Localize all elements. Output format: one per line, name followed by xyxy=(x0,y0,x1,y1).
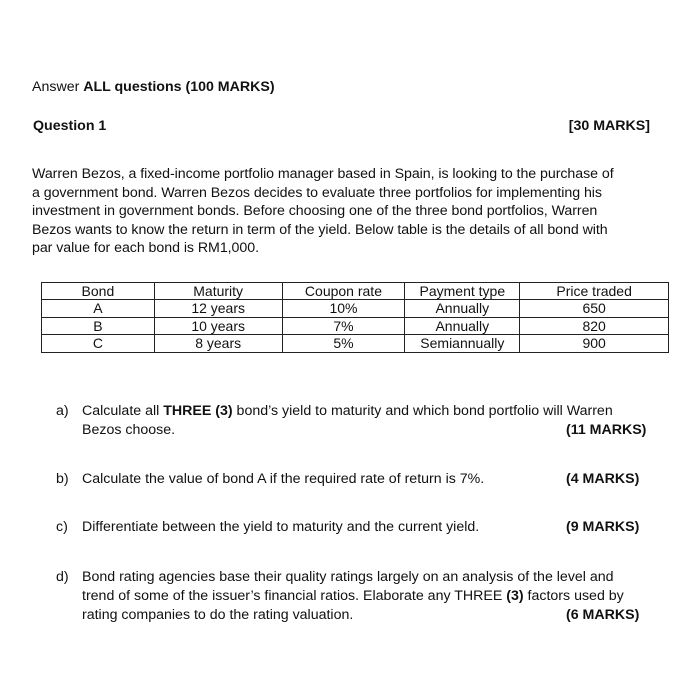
question-a-line1 xyxy=(82,402,613,421)
intro-line: par value for each bond is RM1,000. xyxy=(32,240,259,257)
table-cell: A xyxy=(42,300,155,317)
table-cell: Annually xyxy=(405,300,520,317)
instructions xyxy=(32,78,275,97)
table-cell: 10 years xyxy=(154,317,282,334)
table-cell: 5% xyxy=(282,335,405,352)
intro-line: Warren Bezos, a fixed-income portfolio manager based in Spain, is looking to the purchase of xyxy=(32,166,614,182)
table-cell: 10% xyxy=(282,300,405,317)
table-row xyxy=(42,335,669,352)
question-c xyxy=(56,518,676,538)
question-d-line1: Bond rating agencies base their quality ratings largely on an analysis of the level and xyxy=(82,569,614,585)
instructions-bold: ALL xyxy=(83,79,111,95)
bond-table xyxy=(41,282,669,353)
question-a-line1-bold: THREE (3) xyxy=(163,403,233,419)
intro-line: a government bond. Warren Bezos decides to evaluate three portfolios for implementing his xyxy=(32,184,602,201)
table-cell: 820 xyxy=(520,317,669,334)
header-cell-bond: Bond xyxy=(42,283,155,300)
question-a-line1-prefix: Calculate all xyxy=(82,403,164,419)
table-cell: Semiannually xyxy=(405,335,520,352)
question-marks: [30 MARKS] xyxy=(568,118,650,134)
question-d xyxy=(56,568,676,626)
question-d-marks: (6 MARKS) xyxy=(566,607,640,623)
table-row xyxy=(42,300,669,317)
question-c-text: Differentiate between the yield to maturity and the current yield. xyxy=(82,519,480,535)
table-cell: 8 years xyxy=(154,335,282,352)
question-b-marks: (4 MARKS) xyxy=(566,471,640,487)
question-d-line2-bold: (3) xyxy=(506,588,524,604)
question-d-line2 xyxy=(82,587,624,606)
instructions-suffix: questions (100 MARKS) xyxy=(110,79,275,95)
question-a-label: a) xyxy=(56,403,69,419)
table-header-row xyxy=(42,283,669,300)
table-cell: B xyxy=(42,317,155,334)
table-cell: C xyxy=(42,335,155,352)
question-title: Question 1 xyxy=(33,118,107,134)
question-d-line2-prefix: trend of some of the issuer’s financial ratios. Elaborate any THREE xyxy=(82,588,507,604)
question-c-label: c) xyxy=(56,519,68,535)
instructions-prefix: Answer xyxy=(32,79,84,95)
question-b xyxy=(56,470,676,490)
table-cell: 12 years xyxy=(154,300,282,317)
header-cell-payment-type: Payment type xyxy=(405,283,520,300)
intro-line: investment in government bonds. Before choosing one of the three bond portfolios, Warren xyxy=(32,203,598,220)
intro-line: Bezos wants to know the return in term of the yield. Below table is the details of all bond with xyxy=(32,221,608,238)
question-d-line2-suffix: factors used by xyxy=(523,588,624,604)
intro-paragraph xyxy=(32,165,672,258)
question-a-line2: Bezos choose. xyxy=(82,422,176,438)
table-cell: 900 xyxy=(520,335,669,352)
question-b-label: b) xyxy=(56,471,69,487)
question-d-label: d) xyxy=(56,569,69,585)
table-cell: 7% xyxy=(282,317,405,334)
question-b-text: Calculate the value of bond A if the required rate of return is 7%. xyxy=(82,471,485,487)
table-row xyxy=(42,317,669,334)
table-cell: 650 xyxy=(520,300,669,317)
table-cell: Annually xyxy=(405,317,520,334)
header-cell-maturity: Maturity xyxy=(154,283,282,300)
question-c-marks: (9 MARKS) xyxy=(566,519,640,535)
question-a xyxy=(56,402,676,442)
question-a-line1-suffix: bond’s yield to maturity and which bond portfolio will Warren xyxy=(232,403,613,419)
header-cell-price-traded: Price traded xyxy=(520,283,669,300)
question-a-marks: (11 MARKS) xyxy=(566,422,647,438)
header-cell-coupon-rate: Coupon rate xyxy=(282,283,405,300)
question-d-line3: rating companies to do the rating valuation. xyxy=(82,607,354,623)
